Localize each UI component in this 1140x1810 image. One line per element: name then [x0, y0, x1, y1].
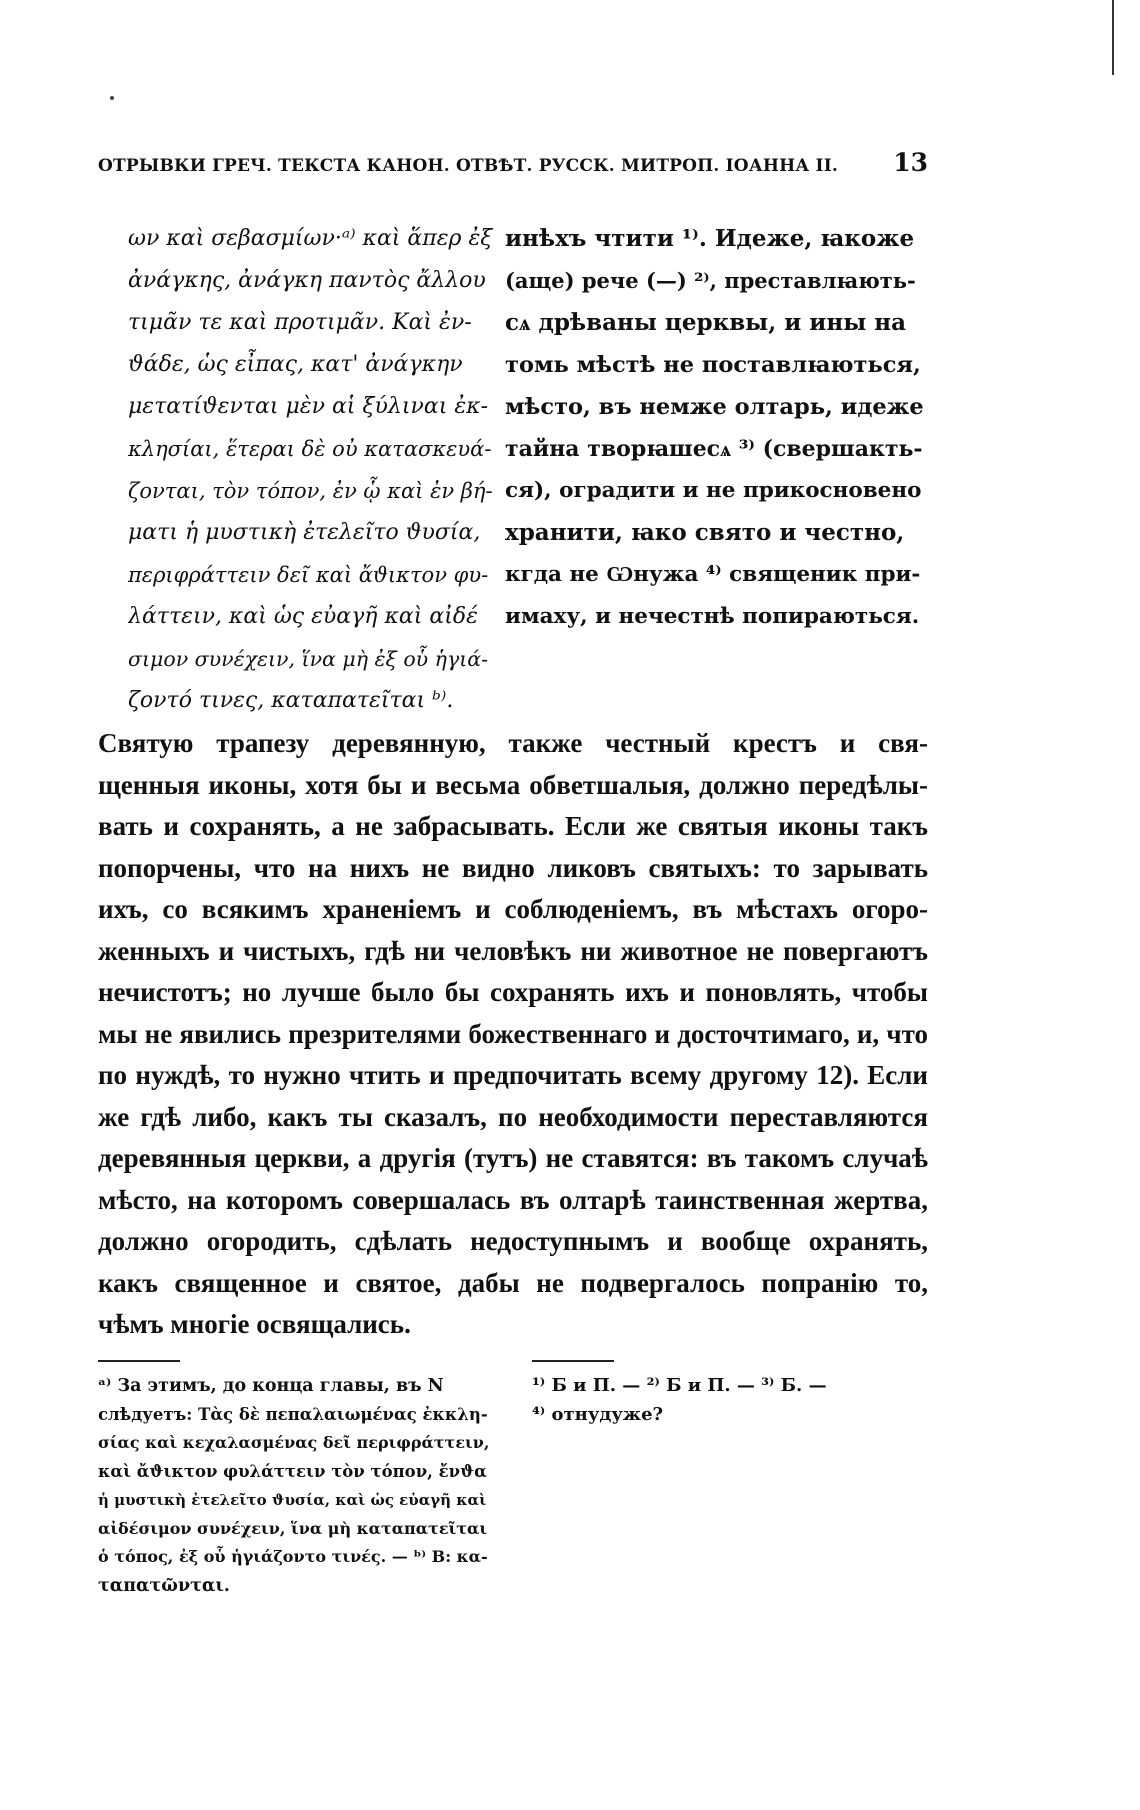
greek-line: ἀνάγκης, ἀνάγκη παντὸς ἄλλου [128, 268, 486, 293]
greek-line: περιφράττειν δεῖ καὶ ἄϑικτον φυ- [128, 563, 489, 587]
greek-line: μετατίϑενται μὲν αἱ ξύλιναι ἐκ- [128, 394, 489, 419]
footnote-line: ταπατῶνται. [98, 1575, 230, 1596]
greek-column [128, 218, 493, 722]
greek-line: τιμᾶν τε καὶ προτιμᾶν. Καὶ ἐν- [128, 310, 472, 335]
paragraph-line: мѣсто, на которомъ совершалась въ олтарѣ таинственная жертва, [98, 1184, 928, 1215]
running-head [98, 148, 928, 184]
footnote-rule-right [532, 1360, 614, 1362]
slavonic-line: кгда не Ѡнужа ⁴⁾ священик при- [505, 562, 921, 587]
greek-line: ϑάδε, ὡς εἶπας, κατ' ἀνάγκην [128, 352, 463, 377]
footnote-line: αἰδέσιμον συνέχειν, ἵνα μὴ καταπατεῖται [98, 1518, 488, 1538]
main-paragraph [98, 723, 928, 1346]
footnote-line: ἡ μυστικὴ ἐτελεῖτο ϑυσία, καὶ ὡς εὐαγῆ καὶ [98, 1491, 487, 1509]
footnote-line: слѣдуетъ: Τὰς δὲ πεπαλαιωμένας ἐκκλη- [98, 1404, 488, 1424]
greek-line: ματι ἡ μυστικὴ ἐτελεῖτο ϑυσία, [128, 520, 481, 545]
slavonic-line: сѧ дрѣваны церквы, и ины на [505, 309, 907, 336]
slavonic-line: томь мѣстѣ не поставлꙗються, [505, 352, 921, 378]
paragraph-line: какъ священное и святое, дабы не подвергалось попранiю то, [98, 1267, 928, 1298]
footnote-line: ᵃ⁾ За этимъ, до конца главы, въ N [98, 1376, 444, 1396]
footnotes-right [532, 1372, 932, 1429]
page-edge-line [1112, 0, 1114, 75]
paragraph-line: щенныя иконы, хотя бы и весьма обветшалыя, должно передѣлы- [98, 769, 928, 800]
footnotes-left [98, 1372, 496, 1600]
paragraph-line: ихъ, со всякимъ храненiемъ и соблюденiемъ, въ мѣстахъ огоро- [98, 894, 928, 924]
paragraph-line: Святую трапезу деревянную, также честный крестъ и свя- [98, 728, 928, 758]
slavonic-line: хранити, ꙗко свято и честно, [505, 519, 905, 546]
footnote-line: ⁴⁾ отнудуже? [532, 1403, 664, 1425]
greek-line: ζονται, τὸν τόπον, ἐν ᾧ καὶ ἐν βή- [128, 479, 493, 503]
slavonic-column [505, 218, 925, 638]
slavonic-line: инѣхъ чтити ¹⁾. Идеже, ꙗкоже [505, 225, 915, 252]
paragraph-line: по нуждѣ, то нужно чтить и предпочитать всему другому 12). Если [98, 1060, 928, 1090]
footnote-line: σίας καὶ κεχαλασμένας δεῖ περιφράττειν, [98, 1433, 490, 1452]
greek-line: κλησίαι, ἕτεραι δὲ οὐ κατασκευά- [128, 437, 492, 461]
running-title: ОТРЫВКИ ГРЕЧ. ТЕКСТА КАНОН. ОТВѢТ. РУССК. МИТРОП. IОАННА II. [98, 156, 838, 176]
greek-line: ζοντό τινες, καταπατεῖται ᵇ⁾. [128, 688, 454, 713]
footnote-rule-left [98, 1360, 180, 1362]
footnote-line: καὶ ἄϑικτον φυλάττειν τὸν τόπον, ἔνϑα [98, 1461, 487, 1481]
paragraph-line: же гдѣ либо, какъ ты сказалъ, по необходимости переставляются [98, 1101, 928, 1132]
greek-line: ων καὶ σεβασμίων·ᵃ⁾ καὶ ἅπερ ἐξ [128, 226, 493, 251]
slavonic-line: мѣсто, въ немже олтарь, идеже [505, 394, 924, 420]
paragraph-line: деревянныя церкви, а другiя (тутъ) не ставятся: въ такомъ случаѣ [98, 1143, 928, 1173]
footnote-line: ¹⁾ Б и П. — ²⁾ Б и П. — ³⁾ Б. — [532, 1375, 827, 1396]
slavonic-line: ся), оградити и не прикосновено [505, 478, 922, 503]
slavonic-line: тайна творꙗшесѧ ³⁾ (свершакть- [505, 436, 923, 462]
page-number: 13 [893, 148, 928, 177]
footnote-line: ὁ τόπος, ἐξ οὗ ἡγιάζοντο τινές. — ᵇ⁾ B: κα- [98, 1547, 488, 1566]
paragraph-line: женныхъ и чистыхъ, гдѣ ни человѣкъ ни животное не повергаютъ [98, 935, 928, 966]
paragraph-line: попорчены, что на нихъ не видно ликовъ святыхъ: то зарывать [98, 852, 928, 883]
paragraph-line: нечистотъ; но лучше было бы сохранять ихъ и поновлять, чтобы [98, 977, 928, 1007]
greek-line: σιμον συνέχειν, ἵνα μὴ ἐξ οὗ ἡγιά- [128, 647, 489, 671]
paragraph-line: чѣмъ многiе освящались. [98, 1309, 411, 1339]
paragraph-line: должно огородить, сдѣлать недоступнымъ и вообще охранять, [98, 1226, 928, 1256]
paragraph-line: вать и сохранять, а не забрасывать. Если же святыя иконы такъ [98, 811, 928, 841]
paragraph-line: мы не явились презрителями божественнаго и досточтимаго, и, что [98, 1018, 928, 1049]
greek-line: λάττειν, καὶ ὡς εὐαγῆ καὶ αἰδέ [128, 604, 478, 629]
slavonic-line: имаху, и нечестнѣ попираються. [505, 604, 920, 629]
print-speck [110, 96, 114, 100]
slavonic-line: (аще) рече (—) ²⁾, преставлꙗють- [505, 268, 916, 293]
